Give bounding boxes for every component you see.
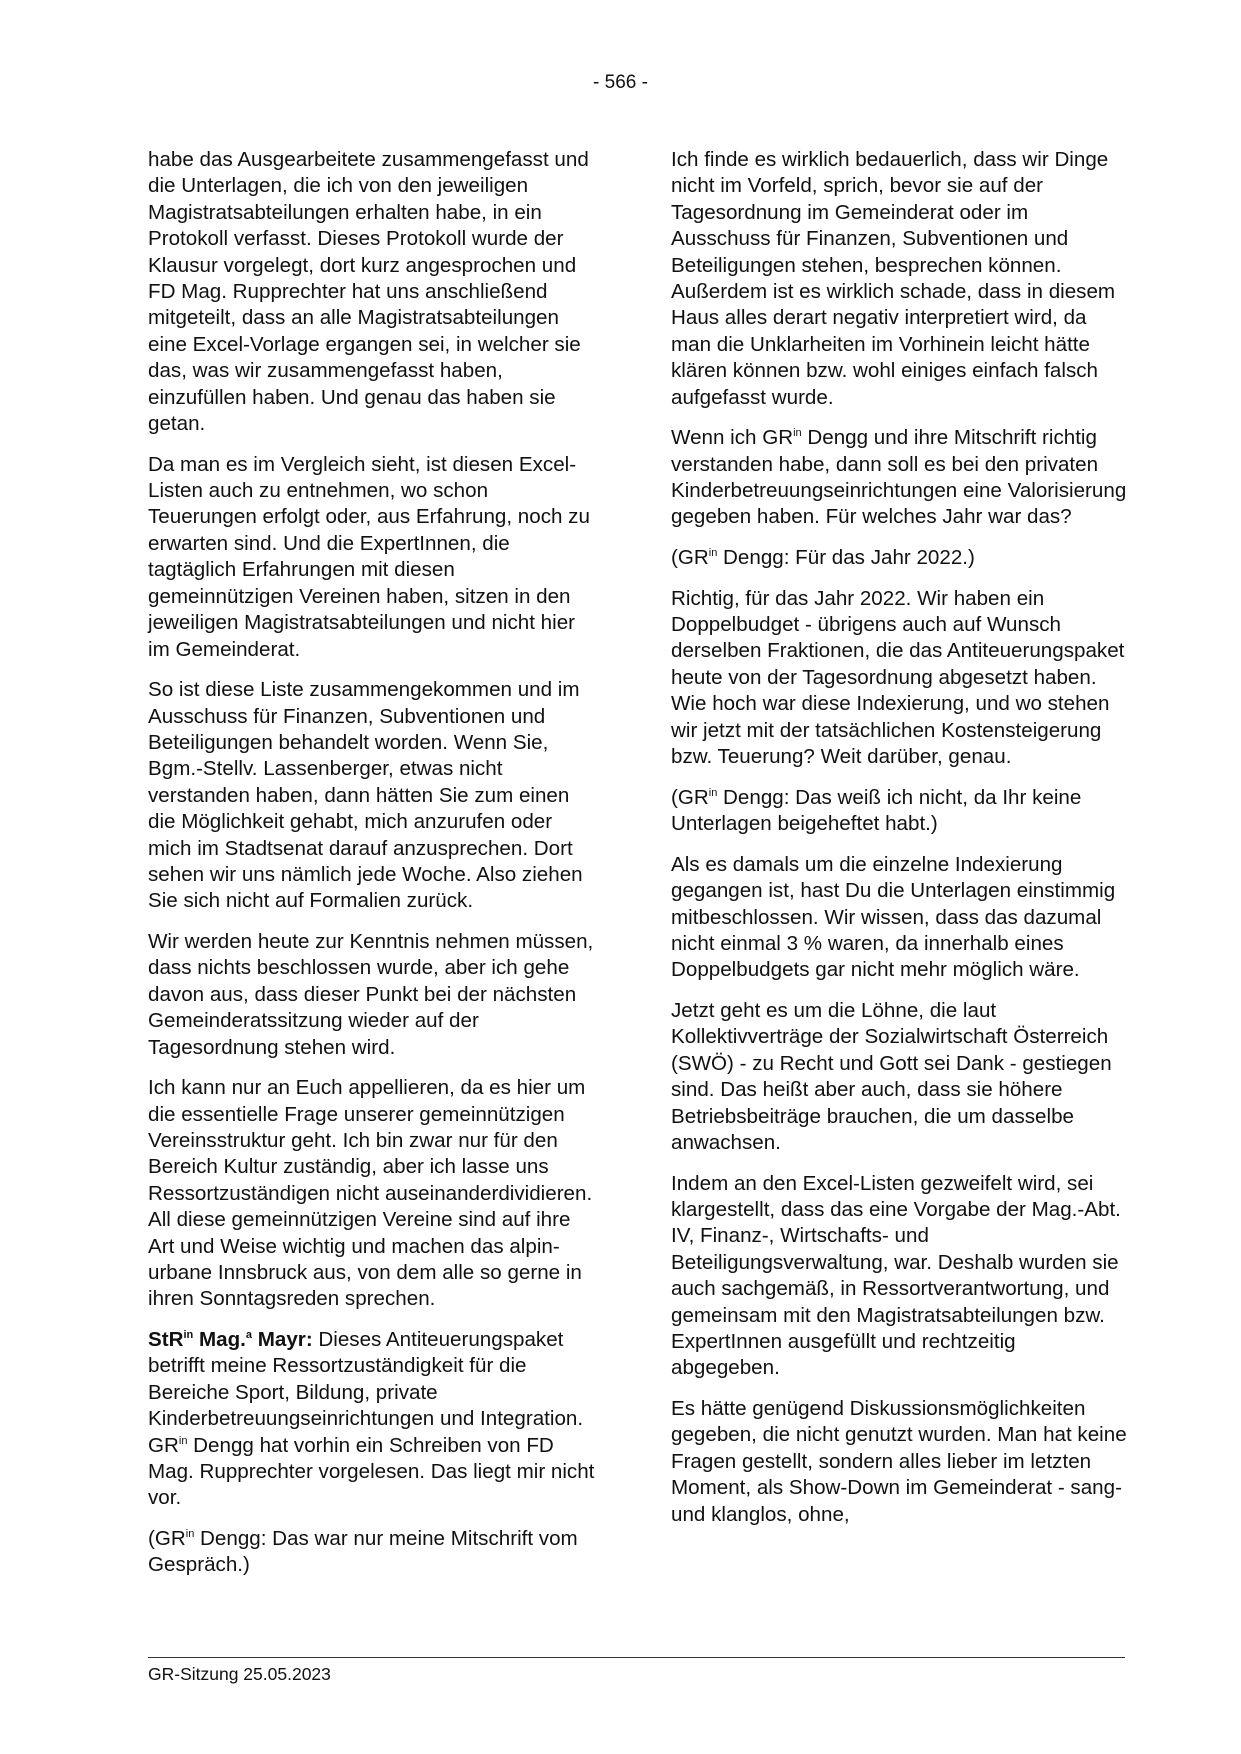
paragraph: Ich kann nur an Euch appellieren, da es hier um die essentielle Frage unserer gemeinnützigen Vereinsstruktur geht. Ich bin zwar nur für den Bereich Kultur zuständig, aber ich lasse uns Ressortzuständigen nicht auseinanderdividieren. All diese gemeinnützigen Vereine sind auf ihre Art und Weise wichtig und machen das alpin-urbane Innsbruck aus, von dem alle so gerne in ihren Sonntagsreden sprechen. xyxy=(148,1076,593,1311)
superscript: in xyxy=(708,547,718,560)
paragraph: Es hätte genügend Diskussionsmöglichkeiten gegeben, die nicht genutzt wurden. Man hat keine Fragen gestellt, sondern alles lieber im letzten Moment, als Show-Down im Gemeinderat - sang- und klanglos, ohne, xyxy=(671,1396,1127,1526)
paragraph: Richtig, für das Jahr 2022. Wir haben ein Doppelbudget - übrigens auch auf Wunsch derselben Fraktionen, die das Antiteuerungspaket heute von der Tagesordnung abgesetzt haben. Wie hoch war diese Indexierung, und wo stehen wir jetzt mit der tatsächlichen Kostensteigerung bzw. Teuerung? Weit darüber, genau. xyxy=(671,586,1125,769)
page-number: - 566 - xyxy=(593,72,648,93)
left-column xyxy=(148,147,598,1593)
paragraph-text: Wenn ich GR xyxy=(671,426,794,450)
paragraph: Ich finde es wirklich bedauerlich, dass wir Dinge nicht im Vorfeld, sprich, bevor sie auf der Tagesordnung im Gemeinderat oder im Ausschuss für Finanzen, Subventionen und Beteiligungen stehen, besprechen können. Außerdem ist es wirklich schade, dass in diesem Haus alles derart negativ interpretiert wird, da man die Unklarheiten im Vorhinein leicht hätte klären können bzw. wohl einiges einfach falsch aufgefasst wurde. xyxy=(671,148,1116,409)
paragraph: Da man es im Vergleich sieht, ist diesen Excel-Listen auch zu entnehmen, wo schon Teuerungen erfolgt oder, aus Erfahrung, noch zu erwarten sind. Und die ExpertInnen, die tagtäglich Erfahrungen mit diesen gemeinnützigen Vereinen haben, sitzen in den jeweiligen Magistratsabteilungen und nicht hier im Gemeinderat. xyxy=(148,452,590,661)
right-column xyxy=(671,147,1127,1542)
speech-text: Dieses Antiteuerungspaket betrifft meine Ressortzuständigkeit für die Bereiche Sport, Bildung, private Kinderbetreuungseinrichtungen und Integration. GR xyxy=(148,1328,584,1457)
paragraph: Jetzt geht es um die Löhne, die laut Kollektivverträge der Sozialwirtschaft Österreich (SWÖ) - zu Recht und Gott sei Dank - gestiegen sind. Das heißt aber auch, dass sie höhere Betriebsbeiträge brauchen, die um dasselbe anwachsen. xyxy=(671,998,1112,1154)
interjection xyxy=(671,545,1127,571)
paragraph-text: Dengg und ihre Mitschrift richtig verstanden habe, dann soll es bei den privaten Kinderbetreuungseinrichtungen eine Valorisierung gegeben haben. Für welches Jahr war das? xyxy=(671,426,1127,529)
superscript: in xyxy=(793,427,802,440)
superscript: a xyxy=(245,1329,253,1341)
interjection-text: (GR xyxy=(671,785,709,809)
footer-session-date: GR-Sitzung 25.05.2023 xyxy=(148,1664,331,1684)
interjection-text: Dengg: Das war nur meine Mitschrift vom Gespräch.) xyxy=(148,1527,578,1577)
speaker-name xyxy=(148,1328,313,1351)
paragraph: Wir werden heute zur Kenntnis nehmen müssen, dass nichts beschlossen wurde, aber ich gehe davon aus, dass dieser Punkt bei der nächsten Gemeinderatssitzung wieder auf der Tagesordnung stehen wird. xyxy=(148,929,594,1059)
paragraph: Als es damals um die einzelne Indexierung gegangen ist, hast Du die Unterlagen einstimmig mitbeschlossen. Wir wissen, dass das dazumal nicht einmal 3 % waren, da innerhalb eines Doppelbudgets gar nicht mehr möglich wäre. xyxy=(671,852,1116,982)
paragraph: Indem an den Excel-Listen gezweifelt wird, sei klargestellt, dass das eine Vorgabe der Mag.-Abt. IV, Finanz-, Wirtschafts- und Beteiligungsverwaltung, war. Deshalb wurden sie auch sachgemäß, in Ressortverantwortung, und gemeinsam mit den Magistratsabteilungen bzw. ExpertInnen ausgefüllt und rechtzeitig abgegeben. xyxy=(671,1171,1121,1380)
speaker-surname: Mayr: xyxy=(252,1328,313,1351)
interjection xyxy=(148,1526,598,1579)
interjection-text: Dengg: Für das Jahr 2022.) xyxy=(717,546,975,570)
speaker-title: StR xyxy=(148,1328,184,1351)
interjection-text: Dengg: Das weiß ich nicht, da Ihr keine Unterlagen beigeheftet habt.) xyxy=(671,785,1082,836)
interjection-text: (GR xyxy=(671,546,709,570)
superscript: in xyxy=(185,1528,195,1541)
speech-text: Dengg hat vorhin ein Schreiben von FD Mag. Rupprechter vorgelesen. Das liegt mir nicht vor. xyxy=(148,1433,595,1510)
paragraph xyxy=(671,425,1127,531)
speaker-degree: Mag. xyxy=(193,1328,246,1351)
footer-divider xyxy=(148,1657,1125,1658)
paragraph: So ist diese Liste zusammengekommen und im Ausschuss für Finanzen, Subventionen und Beteiligungen behandelt worden. Wenn Sie, Bgm.-Stellv. Lassenberger, etwas nicht verstanden haben, dann hätten Sie zum einen die Möglichkeit gehabt, mich anzurufen oder mich im Stadtsenat darauf anzusprechen. Dort sehen wir uns nämlich jede Woche. Also ziehen Sie sich nicht auf Formalien zurück. xyxy=(148,678,583,913)
superscript: in xyxy=(708,786,718,799)
superscript: in xyxy=(178,1434,188,1447)
speech-paragraph xyxy=(148,1327,598,1512)
paragraph: habe das Ausgearbeitete zusammengefasst und die Unterlagen, die ich von den jeweiligen Magistratsabteilungen erhalten habe, in ein Protokoll verfasst. Dieses Protokoll wurde der Klausur vorgelegt, dort kurz angesprochen und FD Mag. Rupprechter hat uns anschließend mitgeteilt, dass an alle Magistratsabteilungen eine Excel-Vorlage ergangen sei, in welcher sie das, was wir zusammengefasst haben, einzufüllen haben. Und genau das haben sie getan. xyxy=(148,148,589,436)
interjection xyxy=(671,785,1127,838)
superscript: in xyxy=(183,1329,194,1341)
interjection-text: (GR xyxy=(148,1527,186,1551)
